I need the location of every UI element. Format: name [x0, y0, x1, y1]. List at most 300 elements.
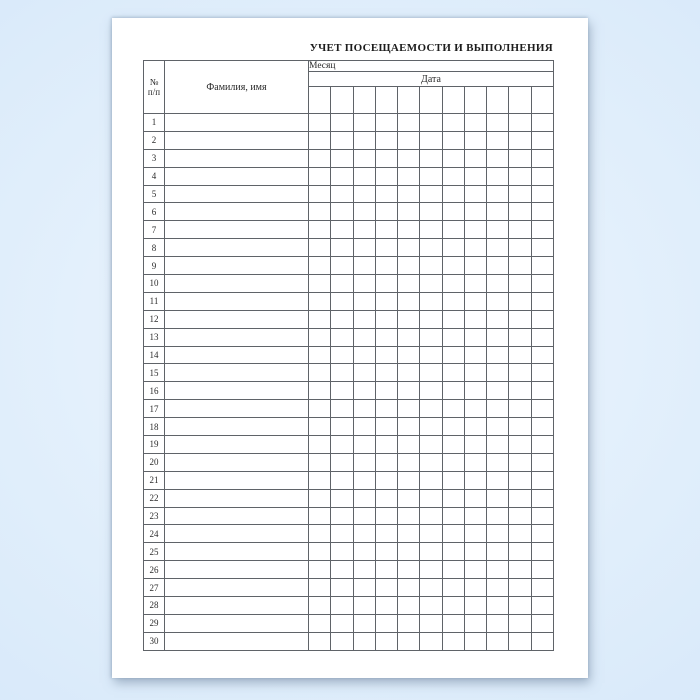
date-cell — [464, 221, 486, 239]
date-cell — [309, 597, 331, 615]
date-cell — [509, 203, 531, 221]
table-row — [144, 328, 554, 346]
table-row — [144, 525, 554, 543]
date-cell — [398, 418, 420, 436]
date-cell — [309, 632, 331, 650]
date-cell — [487, 346, 509, 364]
date-cell — [353, 364, 375, 382]
date-cell — [309, 471, 331, 489]
date-header-cell — [464, 87, 486, 114]
date-header-cell — [487, 87, 509, 114]
date-cell — [531, 418, 553, 436]
row-number-cell: 22 — [144, 489, 165, 507]
date-cell — [353, 543, 375, 561]
name-cell — [165, 453, 309, 471]
date-cell — [353, 239, 375, 257]
date-cell — [398, 292, 420, 310]
date-header-cell — [420, 87, 442, 114]
date-cell — [353, 525, 375, 543]
row-number-cell: 26 — [144, 561, 165, 579]
date-cell — [509, 525, 531, 543]
date-header-cell — [375, 87, 397, 114]
date-cell — [420, 507, 442, 525]
date-header-cell — [331, 87, 353, 114]
row-number-cell: 13 — [144, 328, 165, 346]
date-cell — [442, 382, 464, 400]
date-cell — [464, 328, 486, 346]
date-cell — [309, 328, 331, 346]
date-cell — [420, 149, 442, 167]
row-number-cell: 3 — [144, 149, 165, 167]
date-cell — [309, 114, 331, 132]
date-cell — [309, 507, 331, 525]
date-cell — [309, 489, 331, 507]
date-cell — [331, 364, 353, 382]
date-cell — [375, 364, 397, 382]
date-cell — [487, 525, 509, 543]
date-cell — [331, 525, 353, 543]
date-cell — [331, 382, 353, 400]
date-cell — [375, 221, 397, 239]
table-row — [144, 489, 554, 507]
row-number-cell: 11 — [144, 292, 165, 310]
name-cell — [165, 346, 309, 364]
date-cell — [331, 131, 353, 149]
date-cell — [464, 114, 486, 132]
name-cell — [165, 131, 309, 149]
table-row — [144, 597, 554, 615]
row-number-cell: 10 — [144, 275, 165, 293]
attendance-table — [143, 60, 554, 651]
date-cell — [442, 275, 464, 293]
date-cell — [442, 292, 464, 310]
date-cell — [420, 257, 442, 275]
header-name-column: Фамилия, имя — [165, 61, 309, 114]
row-number-cell: 27 — [144, 579, 165, 597]
date-cell — [509, 471, 531, 489]
date-cell — [375, 310, 397, 328]
date-cell — [442, 453, 464, 471]
date-cell — [487, 292, 509, 310]
date-cell — [331, 310, 353, 328]
name-cell — [165, 632, 309, 650]
date-cell — [353, 489, 375, 507]
date-cell — [464, 436, 486, 454]
date-cell — [464, 579, 486, 597]
date-cell — [398, 364, 420, 382]
date-cell — [353, 507, 375, 525]
table-row — [144, 543, 554, 561]
date-cell — [353, 167, 375, 185]
table-row — [144, 346, 554, 364]
date-cell — [487, 364, 509, 382]
date-cell — [398, 507, 420, 525]
date-cell — [509, 561, 531, 579]
date-cell — [487, 632, 509, 650]
date-cell — [420, 364, 442, 382]
date-cell — [420, 561, 442, 579]
date-cell — [331, 114, 353, 132]
date-cell — [442, 364, 464, 382]
row-number-cell: 12 — [144, 310, 165, 328]
date-cell — [309, 418, 331, 436]
date-cell — [353, 328, 375, 346]
date-cell — [331, 149, 353, 167]
date-cell — [309, 131, 331, 149]
date-cell — [487, 149, 509, 167]
date-cell — [353, 114, 375, 132]
name-cell — [165, 507, 309, 525]
date-cell — [398, 114, 420, 132]
date-cell — [331, 436, 353, 454]
row-number-cell: 25 — [144, 543, 165, 561]
date-cell — [531, 632, 553, 650]
date-cell — [487, 167, 509, 185]
date-cell — [531, 453, 553, 471]
table-row — [144, 221, 554, 239]
date-cell — [398, 436, 420, 454]
date-cell — [309, 364, 331, 382]
table-row — [144, 292, 554, 310]
date-cell — [375, 382, 397, 400]
date-cell — [420, 346, 442, 364]
date-cell — [442, 543, 464, 561]
date-cell — [309, 400, 331, 418]
date-cell — [442, 239, 464, 257]
table-row — [144, 471, 554, 489]
date-cell — [420, 239, 442, 257]
row-number-cell: 16 — [144, 382, 165, 400]
date-cell — [442, 257, 464, 275]
date-cell — [398, 525, 420, 543]
date-cell — [309, 275, 331, 293]
date-cell — [331, 507, 353, 525]
row-number-cell: 30 — [144, 632, 165, 650]
table-row — [144, 614, 554, 632]
date-cell — [331, 185, 353, 203]
date-cell — [420, 632, 442, 650]
row-number-cell: 14 — [144, 346, 165, 364]
date-cell — [487, 436, 509, 454]
date-cell — [353, 400, 375, 418]
date-cell — [442, 525, 464, 543]
date-cell — [309, 346, 331, 364]
date-cell — [531, 382, 553, 400]
date-cell — [353, 275, 375, 293]
date-cell — [509, 436, 531, 454]
row-number-cell: 1 — [144, 114, 165, 132]
date-cell — [509, 507, 531, 525]
date-cell — [420, 525, 442, 543]
date-cell — [487, 561, 509, 579]
date-cell — [398, 185, 420, 203]
date-cell — [353, 292, 375, 310]
date-cell — [509, 131, 531, 149]
date-cell — [442, 328, 464, 346]
date-cell — [375, 328, 397, 346]
date-cell — [464, 149, 486, 167]
date-cell — [531, 185, 553, 203]
date-cell — [353, 131, 375, 149]
date-cell — [464, 400, 486, 418]
date-cell — [375, 418, 397, 436]
date-cell — [420, 614, 442, 632]
name-cell — [165, 328, 309, 346]
name-cell — [165, 185, 309, 203]
date-cell — [353, 632, 375, 650]
date-cell — [398, 579, 420, 597]
date-cell — [375, 579, 397, 597]
date-cell — [442, 489, 464, 507]
date-cell — [309, 614, 331, 632]
date-cell — [464, 257, 486, 275]
date-cell — [487, 203, 509, 221]
date-cell — [487, 543, 509, 561]
date-cell — [353, 579, 375, 597]
date-cell — [375, 149, 397, 167]
date-cell — [487, 597, 509, 615]
date-cell — [309, 203, 331, 221]
date-cell — [398, 275, 420, 293]
name-cell — [165, 489, 309, 507]
date-cell — [442, 418, 464, 436]
date-cell — [487, 507, 509, 525]
row-number-cell: 15 — [144, 364, 165, 382]
date-cell — [398, 203, 420, 221]
date-cell — [531, 507, 553, 525]
date-cell — [375, 561, 397, 579]
date-cell — [420, 275, 442, 293]
date-cell — [487, 418, 509, 436]
date-cell — [487, 471, 509, 489]
date-cell — [464, 346, 486, 364]
name-cell — [165, 597, 309, 615]
date-cell — [509, 114, 531, 132]
date-cell — [353, 382, 375, 400]
name-cell — [165, 114, 309, 132]
date-cell — [375, 346, 397, 364]
date-cell — [464, 203, 486, 221]
date-cell — [464, 543, 486, 561]
date-cell — [375, 292, 397, 310]
date-cell — [398, 632, 420, 650]
date-cell — [375, 614, 397, 632]
table-row — [144, 507, 554, 525]
date-cell — [464, 131, 486, 149]
date-cell — [442, 346, 464, 364]
name-cell — [165, 418, 309, 436]
date-cell — [353, 221, 375, 239]
table-row — [144, 382, 554, 400]
date-cell — [420, 418, 442, 436]
date-cell — [442, 507, 464, 525]
date-header-cell — [531, 87, 553, 114]
date-cell — [442, 436, 464, 454]
date-cell — [531, 328, 553, 346]
date-cell — [487, 221, 509, 239]
date-cell — [442, 561, 464, 579]
date-cell — [331, 453, 353, 471]
date-cell — [531, 149, 553, 167]
date-cell — [309, 453, 331, 471]
page-title: УЧЕТ ПОСЕЩАЕМОСТИ И ВЫПОЛНЕНИЯ — [309, 42, 553, 54]
date-cell — [531, 114, 553, 132]
row-number-cell: 28 — [144, 597, 165, 615]
date-cell — [442, 400, 464, 418]
date-header-cell — [309, 87, 331, 114]
table-row — [144, 400, 554, 418]
date-cell — [531, 471, 553, 489]
date-cell — [420, 131, 442, 149]
date-cell — [531, 310, 553, 328]
date-cell — [531, 436, 553, 454]
date-cell — [398, 149, 420, 167]
date-cell — [398, 346, 420, 364]
date-cell — [331, 471, 353, 489]
date-cell — [375, 632, 397, 650]
date-cell — [331, 167, 353, 185]
name-cell — [165, 275, 309, 293]
date-cell — [420, 436, 442, 454]
date-cell — [309, 167, 331, 185]
date-cell — [398, 543, 420, 561]
date-cell — [309, 292, 331, 310]
row-number-cell: 19 — [144, 436, 165, 454]
date-cell — [487, 579, 509, 597]
date-cell — [509, 579, 531, 597]
document-page — [112, 18, 588, 678]
date-cell — [464, 275, 486, 293]
date-cell — [531, 346, 553, 364]
date-cell — [353, 453, 375, 471]
date-cell — [420, 453, 442, 471]
name-cell — [165, 292, 309, 310]
name-cell — [165, 561, 309, 579]
row-number-cell: 18 — [144, 418, 165, 436]
date-cell — [398, 614, 420, 632]
table-row — [144, 149, 554, 167]
date-cell — [420, 382, 442, 400]
date-cell — [420, 114, 442, 132]
row-number-cell: 9 — [144, 257, 165, 275]
date-cell — [375, 471, 397, 489]
date-cell — [442, 579, 464, 597]
date-cell — [331, 346, 353, 364]
date-cell — [464, 310, 486, 328]
date-header-cell — [353, 87, 375, 114]
row-number-cell: 5 — [144, 185, 165, 203]
date-cell — [375, 489, 397, 507]
row-number-cell: 21 — [144, 471, 165, 489]
date-cell — [375, 543, 397, 561]
date-cell — [331, 597, 353, 615]
date-cell — [398, 471, 420, 489]
date-cell — [331, 543, 353, 561]
date-cell — [442, 471, 464, 489]
date-cell — [331, 292, 353, 310]
date-cell — [464, 561, 486, 579]
date-cell — [509, 364, 531, 382]
date-cell — [531, 131, 553, 149]
date-cell — [464, 364, 486, 382]
date-cell — [487, 131, 509, 149]
date-cell — [420, 203, 442, 221]
date-cell — [398, 489, 420, 507]
name-cell — [165, 579, 309, 597]
date-cell — [531, 400, 553, 418]
date-cell — [353, 149, 375, 167]
date-cell — [509, 489, 531, 507]
date-cell — [331, 221, 353, 239]
date-cell — [309, 239, 331, 257]
name-cell — [165, 239, 309, 257]
date-cell — [353, 346, 375, 364]
date-cell — [509, 239, 531, 257]
date-cell — [353, 257, 375, 275]
date-cell — [420, 310, 442, 328]
date-cell — [531, 167, 553, 185]
date-cell — [531, 292, 553, 310]
date-cell — [420, 579, 442, 597]
date-cell — [442, 203, 464, 221]
date-cell — [464, 185, 486, 203]
date-cell — [331, 203, 353, 221]
date-cell — [331, 632, 353, 650]
date-cell — [353, 471, 375, 489]
date-cell — [509, 453, 531, 471]
date-cell — [464, 597, 486, 615]
date-cell — [375, 257, 397, 275]
date-cell — [531, 364, 553, 382]
date-cell — [531, 275, 553, 293]
table-row — [144, 239, 554, 257]
date-cell — [509, 328, 531, 346]
date-cell — [487, 328, 509, 346]
date-cell — [464, 418, 486, 436]
date-cell — [531, 221, 553, 239]
date-cell — [331, 275, 353, 293]
date-cell — [531, 203, 553, 221]
date-cell — [375, 185, 397, 203]
date-cell — [509, 597, 531, 615]
date-cell — [531, 543, 553, 561]
table-row — [144, 632, 554, 650]
date-cell — [509, 614, 531, 632]
table-row — [144, 453, 554, 471]
table-row — [144, 561, 554, 579]
date-cell — [442, 185, 464, 203]
date-cell — [309, 149, 331, 167]
date-cell — [509, 543, 531, 561]
date-cell — [487, 310, 509, 328]
name-cell — [165, 203, 309, 221]
date-cell — [398, 310, 420, 328]
date-cell — [509, 292, 531, 310]
name-cell — [165, 436, 309, 454]
row-number-cell: 23 — [144, 507, 165, 525]
date-cell — [464, 614, 486, 632]
date-cell — [398, 400, 420, 418]
row-number-cell: 20 — [144, 453, 165, 471]
date-cell — [353, 597, 375, 615]
name-cell — [165, 364, 309, 382]
date-cell — [398, 167, 420, 185]
date-cell — [442, 149, 464, 167]
name-cell — [165, 310, 309, 328]
header-row-month — [144, 61, 554, 72]
name-cell — [165, 257, 309, 275]
date-cell — [509, 149, 531, 167]
